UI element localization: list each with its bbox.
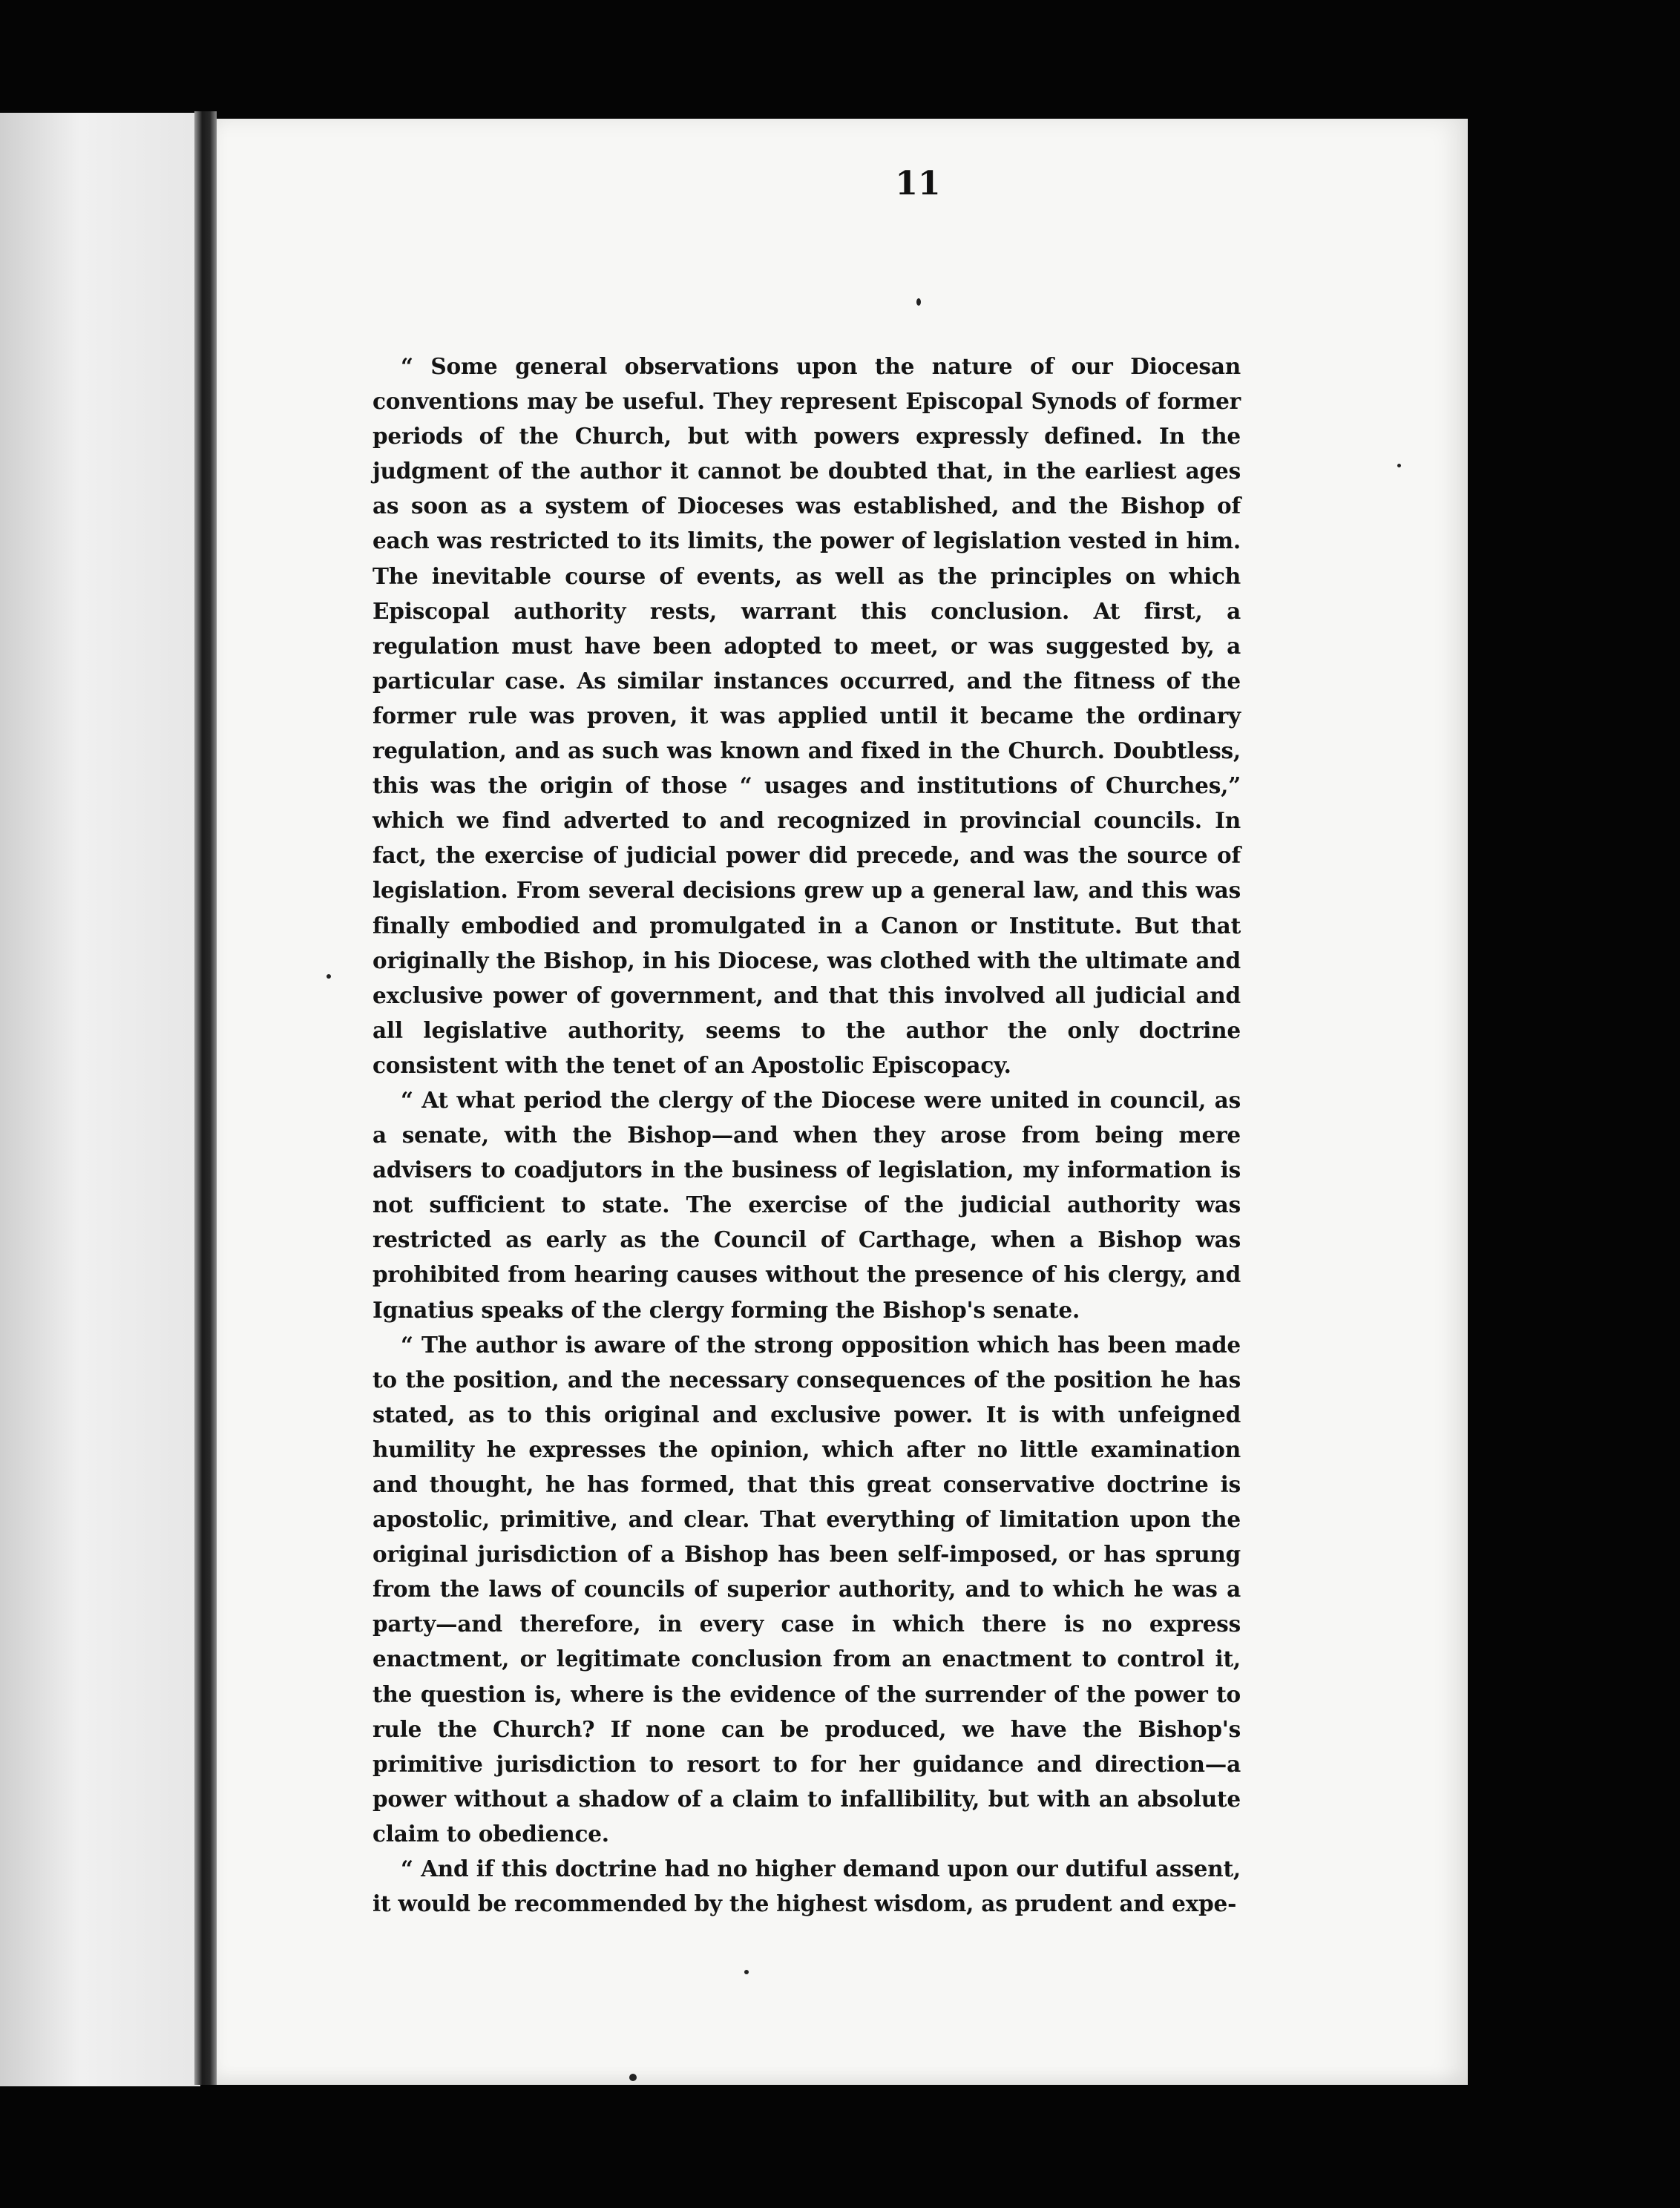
- scan-speck: [629, 2074, 637, 2081]
- paragraph-3: “ The author is aware of the strong opposition which has been made to the position, and the necessary consequences of the position he has stated, as to this original and exclusive power. It is with unfeigned humility he expresses the opinion, which after no little examination and thought, he has formed, that this great conservative doctrine is apostolic, primitive, and clear. That everything of limitation upon the original jurisdiction of a Bishop has been self-imposed, or has sprung from the laws of councils of superior authority, and to which he was a party—and therefore, in every case in which there is no express enactment, or legitimate conclusion from an enactment to control it, the question is, where is the evidence of the surrender of the power to rule the Church? If none can be produced, we have the Bishop's primitive jurisdiction to resort to for her guidance and direction—a power without a shadow of a claim to infallibility, but with an absolute claim to obedience.: [373, 1331, 1241, 1847]
- scan-speck: [744, 1970, 749, 1974]
- paragraph-2: “ At what period the clergy of the Diocese were united in council, as a senate, with the Bishop—and when they arose from being mere advisers to coadjutors in the business of legislation, my information is not sufficient to state. The exercise of the judicial authority was restricted as early as the Council of Carthage, when a Bishop was prohibited from hearing causes without the presence of his clergy, and Ignatius speaks of the clergy forming the Bishop's senate.: [373, 1086, 1241, 1323]
- paragraph-1: “ Some general observations upon the nature of our Diocesan conventions may be useful. They represent Episcopal Synods of former periods of the Church, but with powers expressly defined. In the judgment of the author it cannot be doubted that, in the earliest ages as soon as a system of Dioceses was established, and the Bishop of each was restricted to its limits, the power of legislation vested in him. The inevitable course of events, as well as the principles on which Episcopal authority rests, warrant this conclusion. At first, a regulation must have been adopted to meet, or was suggested by, a particular case. As similar instances occurred, and the fitness of the former rule was proven, it was applied until it became the ordinary regulation, and as such was known and fixed in the Church. Doubtless, this was the origin of those “ usages and institutions of Churches,” which we find adverted to and recognized in provincial councils. In fact, the exercise of judicial power did precede, and was the source of legislation. From several decisions grew up a general law, and this was finally embodied and promulgated in a Canon or Institute. But that originally the Bishop, in his Diocese, was clothed with the ultimate and exclusive power of government, and that this involved all judicial and all legislative authority, seems to the author the only doctrine consistent with the tenet of an Apostolic Episcopacy.: [373, 353, 1241, 1078]
- facing-page-edge: [0, 113, 200, 2086]
- scan-speck: [1397, 464, 1401, 467]
- book-gutter: [194, 111, 217, 2085]
- page-number: 11: [895, 165, 941, 203]
- scan-speck: [327, 974, 331, 979]
- page-body: [373, 349, 1241, 1921]
- paragraph-4: “ And if this doctrine had no higher demand upon our dutiful assent, it would be recommended by the highest wisdom, as prudent and expe-: [373, 1856, 1241, 1917]
- scan-speck: [916, 298, 921, 306]
